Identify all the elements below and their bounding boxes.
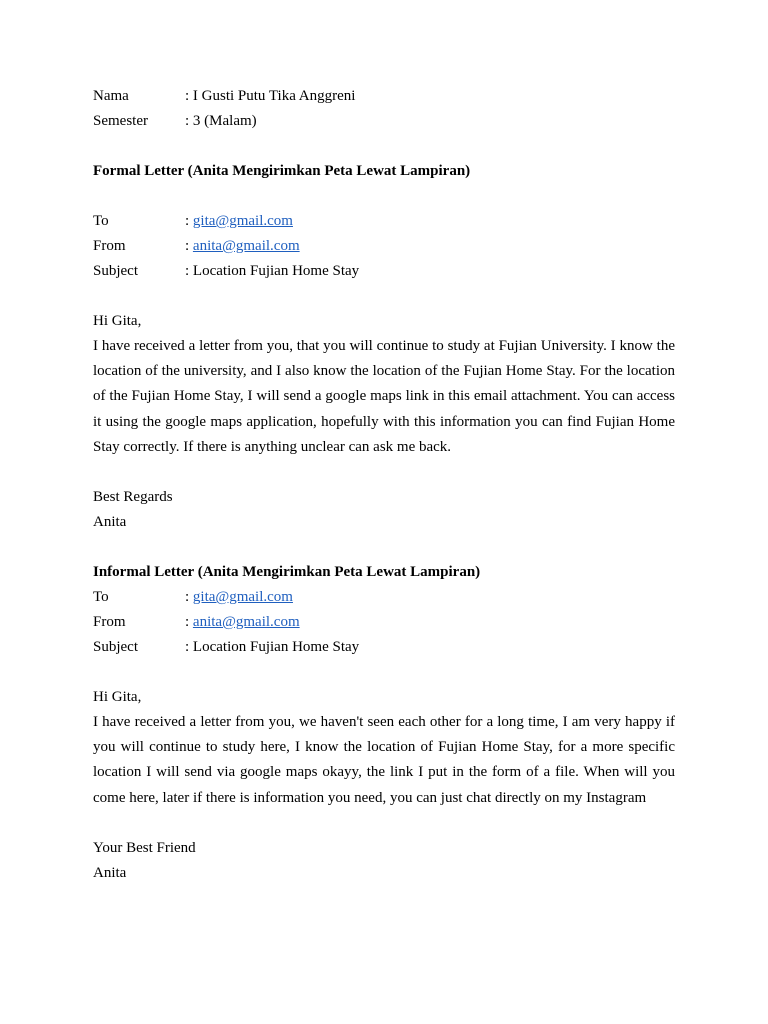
informal-closing: Your Best Friend	[93, 839, 196, 856]
spacer	[93, 811, 675, 836]
formal-from-prefix: :	[185, 238, 193, 254]
informal-to-label: To	[93, 589, 109, 606]
student-name-row	[93, 84, 675, 109]
student-semester-row	[93, 109, 675, 134]
informal-from-prefix: :	[185, 614, 193, 631]
spacer	[93, 134, 675, 159]
formal-to-prefix: :	[185, 213, 193, 229]
semester-value: : 3 (Malam)	[185, 113, 257, 129]
formal-to-email-link[interactable]: gita@gmail.com	[192, 213, 293, 229]
name-value: : I Gusti Putu Tika Anggreni	[185, 88, 356, 104]
formal-from-email-link[interactable]: anita@gmail.com	[192, 238, 300, 254]
name-label: Nama	[93, 88, 129, 104]
formal-body-paragraph: I have received a letter from you, that you will continue to study at Fujian University. I know the location of the university, and I also know the location of the Fujian Home Stay. For the location of the Fujian Home Stay, I will send a google maps link in this email attachment. You can access it using the google maps application, hopefully with this information you can find Fujian Home Stay correctly. If there is anything unclear can ask me back.	[93, 338, 675, 455]
formal-letter-heading: Formal Letter (Anita Mengirimkan Peta Lewat Lampiran)	[93, 163, 471, 179]
formal-greeting: Hi Gita,	[93, 313, 142, 329]
formal-from-row	[93, 234, 675, 259]
informal-subject-row	[93, 635, 675, 660]
informal-letter-heading: Informal Letter (Anita Mengirimkan Peta Lewat Lampiran)	[93, 564, 481, 581]
informal-signature: Anita	[93, 864, 127, 881]
spacer	[93, 184, 675, 209]
spacer	[93, 535, 675, 560]
informal-from-label: From	[93, 614, 126, 631]
formal-from-label: From	[93, 238, 126, 254]
formal-subject-value: : Location Fujian Home Stay	[185, 263, 360, 279]
semester-label: Semester	[93, 113, 148, 129]
informal-greeting: Hi Gita,	[93, 689, 142, 706]
informal-from-email-link[interactable]: anita@gmail.com	[192, 614, 300, 631]
spacer	[93, 660, 675, 685]
formal-to-row	[93, 209, 675, 234]
informal-from-row	[93, 610, 675, 635]
document-page	[93, 84, 675, 886]
informal-subject-value: : Location Fujian Home Stay	[185, 639, 360, 656]
spacer	[93, 284, 675, 309]
informal-body-paragraph: I have received a letter from you, we haven't seen each other for a long time, I am very happy if you will continue to study here, I know the location of Fujian Home Stay, for a more specific location I will send via google maps okayy, the link I put in the form of a file. When will you come here, later if there is information you need, you can just chat directly on my Instagram	[93, 714, 675, 806]
informal-to-prefix: :	[185, 589, 193, 606]
formal-to-label: To	[93, 213, 109, 229]
spacer	[93, 460, 675, 485]
informal-to-email-link[interactable]: gita@gmail.com	[192, 589, 293, 606]
informal-subject-label: Subject	[93, 639, 138, 656]
formal-signature: Anita	[93, 514, 127, 531]
formal-subject-label: Subject	[93, 263, 138, 279]
formal-subject-row	[93, 259, 675, 284]
informal-to-row	[93, 585, 675, 610]
formal-closing: Best Regards	[93, 489, 173, 506]
